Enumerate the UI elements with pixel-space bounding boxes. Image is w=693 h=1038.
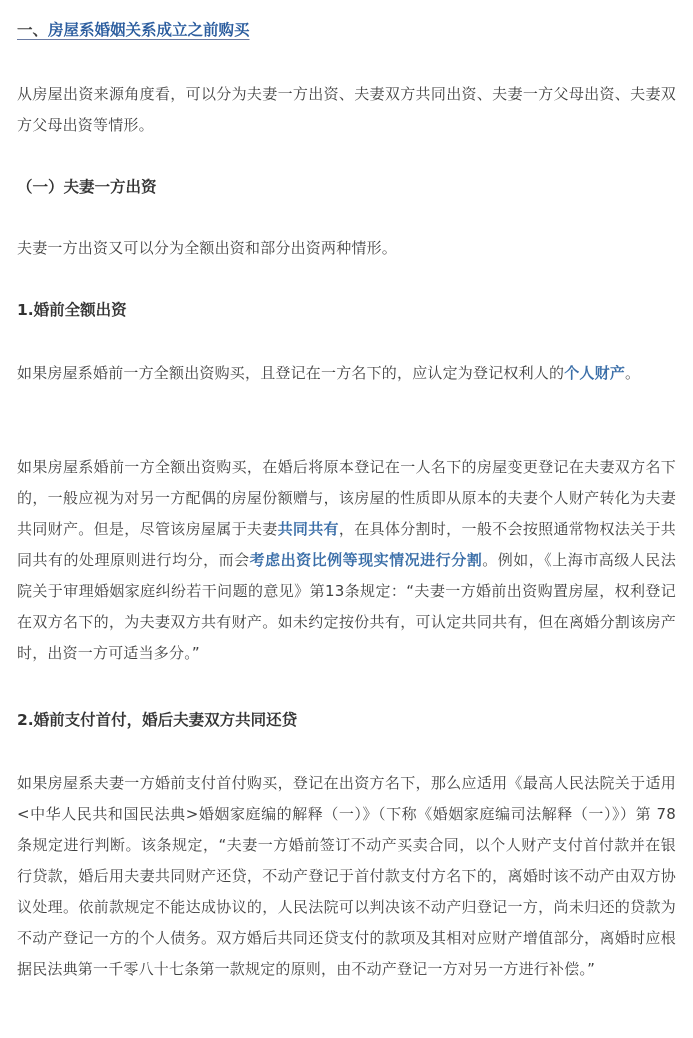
item-1-paragraph-1 [17, 358, 676, 389]
section-heading-prefix: 一、 [17, 21, 49, 39]
subsection-title-1: （一）夫妻一方出资 [17, 178, 157, 196]
intro-paragraph: 从房屋出资来源角度看，可以分为夫妻一方出资、夫妻双方共同出资、夫妻一方父母出资、夫妻双方父母出资等情形。 [17, 85, 676, 134]
item-2-title: 2.婚前支付首付，婚后夫妻双方共同还贷 [17, 711, 298, 729]
section-heading [17, 14, 676, 46]
item-1-p2-text-3: 。例如，《上海市高级人民法院关于审理婚姻家庭纠纷若干问题的意见》第13条规定：“夫妻一方婚前出资购置房屋，权利登记在双方名下的，为夫妻双方共有财产。如未约定按份共有，可认定共同共有，但在离婚分割该房产时，出资一方可适当多分。” [17, 551, 676, 662]
item-1-p1-text: 如果房屋系婚前一方全额出资购买，且登记在一方名下的，应认定为登记权利人的 [17, 364, 565, 382]
item-1-p2-text-1: 如果房屋系婚前一方全额出资购买，在婚后将原本登记在一人名下的房屋变更登记在夫妻双方名下的，一般应视为对另一方配偶的房屋份额赠与，该房屋的性质即从原本的夫妻个人财产转化为夫妻共同财产。但是，尽管该房屋属于夫妻 [17, 458, 676, 538]
item-1-paragraph-2 [17, 452, 676, 669]
item-1-title: 1.婚前全额出资 [17, 301, 127, 319]
joint-ownership-highlight: 共同共有 [277, 520, 339, 538]
item-1-p1-end: 。 [625, 364, 641, 382]
subsection-1-body: 夫妻一方出资又可以分为全额出资和部分出资两种情形。 [17, 239, 398, 257]
section-heading-text: 房屋系婚姻关系成立之前购买 [48, 21, 250, 39]
contribution-ratio-highlight: 考虑出资比例等现实情况进行分割 [249, 551, 483, 569]
personal-property-highlight: 个人财产 [564, 364, 626, 382]
item-1-p2-text-2: ，在具体分割时，一般不会按照通常物权法关于共同共有的处理原则进行均分，而会 [17, 520, 676, 569]
item-2-paragraph: 如果房屋系夫妻一方婚前支付首付购买，登记在出资方名下，那么应适用《最高人民法院关于适用<中华人民共和国民法典>婚姻家庭编的解释（一）》（下称《婚姻家庭编司法解释（一）》）第 78 条规定进行判断。该条规定，“夫妻一方婚前签订不动产买卖合同，以个人财产支付首付款并在银行贷款，婚后用夫妻共同财产还贷，不动产登记于首付款支付方名下的，离婚时该不动产由双方协议处理。依前款规定不能达成协议的，人民法院可以判决该不动产归登记一方，尚未归还的贷款为不动产登记一方的个人债务。双方婚后共同还贷支付的款项及其相对应财产增值部分，离婚时应根据民法典第一千零八十七条第一款规定的原则，由不动产登记一方对另一方进行补偿。” [17, 774, 676, 978]
